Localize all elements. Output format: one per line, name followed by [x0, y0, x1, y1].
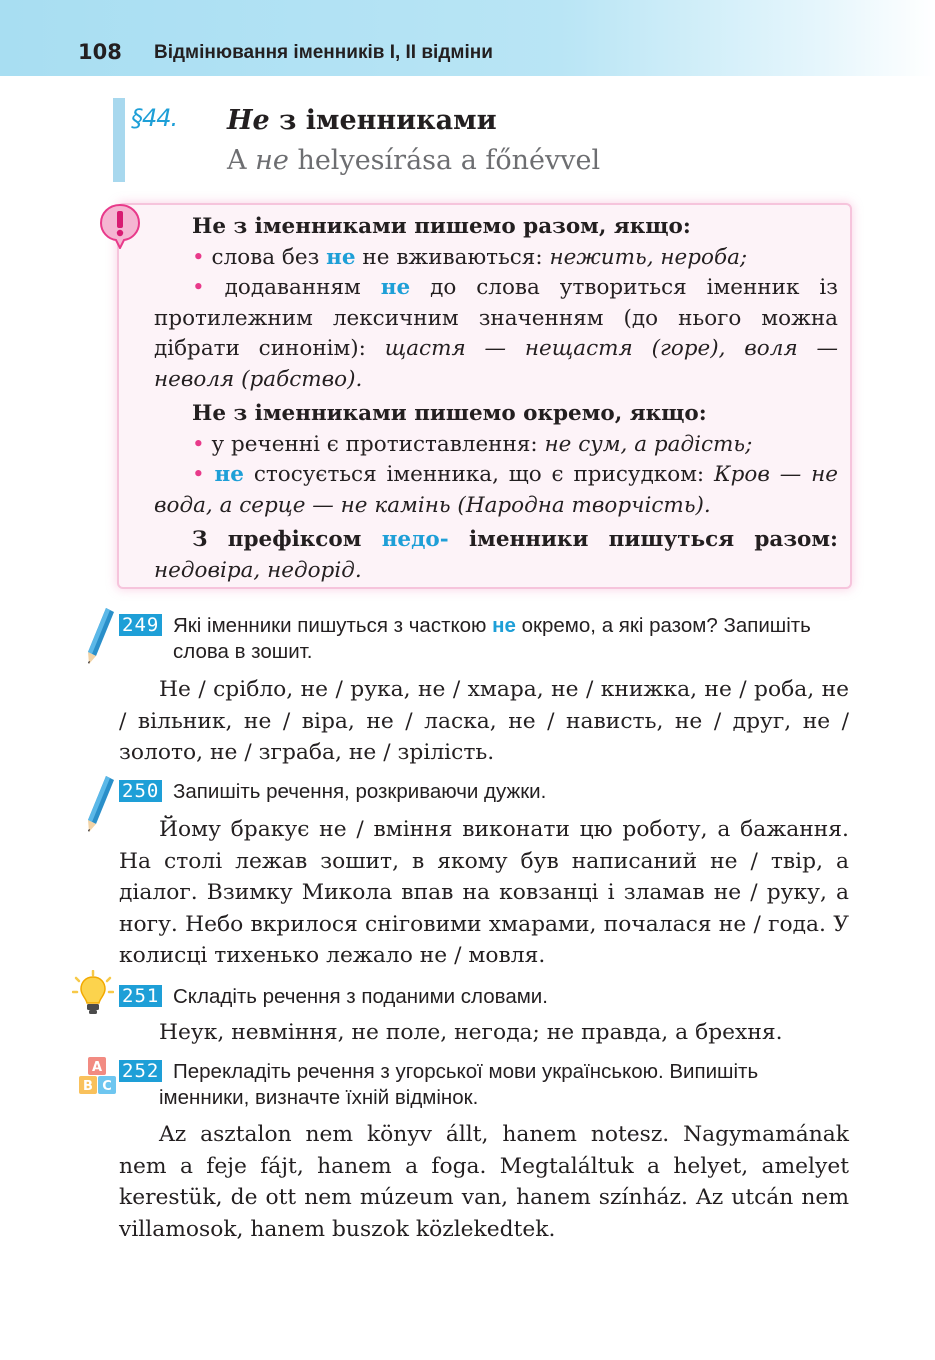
rule-prefix: З префіксом недо- іменники пишуться разом: недовіра, недорід.	[154, 527, 838, 583]
section-subtitle	[227, 143, 600, 179]
exercise-task: Перекладіть речення з угорської мови українською. Випишіть іменники, визначте їхній відмінок.	[159, 1060, 759, 1109]
exercise-body: Неук, невміння, не поле, негода; не правда, а брехня.	[159, 1020, 783, 1045]
section-title	[227, 103, 497, 139]
exercise-number: 250	[119, 780, 162, 802]
section-number: §44.	[131, 104, 178, 132]
pencil-icon	[84, 774, 116, 834]
rule-text	[154, 212, 838, 586]
exercise-task: Які іменники пишуться з часткою не окремо, а які разом? Запишіть слова в зошит.	[173, 614, 811, 663]
rule-item: • у реченні є протиставлення: не сум, а радість;	[192, 431, 753, 457]
abc-blocks-icon	[78, 1056, 118, 1096]
subtitle-a: A	[227, 145, 256, 176]
running-title: Відмінювання іменників I, II відміни	[154, 42, 493, 63]
exercise-task: Запишіть речення, розкриваючи дужки.	[173, 780, 547, 803]
rule-item: • не стосується іменника, що є присудком: Кров — не вода, а серце — не камінь (Народна творчість).	[154, 462, 838, 518]
subtitle-italic: не	[255, 145, 289, 176]
exercise-number: 252	[119, 1060, 162, 1082]
rule-heading-together: Не з іменниками пишемо разом, якщо:	[192, 214, 691, 239]
section-title-rest: з іменниками	[269, 105, 497, 136]
exercise-task: Складіть речення з поданими словами.	[173, 985, 548, 1008]
section-bar	[113, 98, 125, 182]
rule-item: • додаванням не до слова утвориться іменник із протилежним лексичним значенням (до нього можна дібрати синонім): щастя — нещастя (горе), воля — неволя (рабство).	[154, 275, 838, 392]
rule-item: • слова без не не вживаються: нежить, нероба;	[192, 244, 748, 270]
pencil-icon	[84, 606, 116, 666]
page-header	[0, 0, 935, 76]
subtitle-rest: helyesírása a főnévvel	[288, 145, 601, 176]
exercise-body: Йому бракує не / вміння виконати цю роботу, а бажання. На столі лежав зошит, в якому був написаний не / твір, а діалог. Взимку Микола впав на ковзанці і зламав не / руку, а ногу. Небо вкрилося сніговими хмарами, почалася не / года. У колисці тихенько лежало не / мовля.	[119, 817, 849, 968]
exercise-number: 249	[119, 614, 162, 636]
exercise-number: 251	[119, 985, 162, 1007]
exclamation-icon	[99, 203, 141, 249]
page-number: 108	[78, 40, 122, 64]
svg-text:C: C	[102, 1079, 112, 1094]
lightbulb-icon	[72, 970, 114, 1016]
svg-text:B: B	[83, 1079, 93, 1094]
svg-text:A: A	[91, 1060, 103, 1075]
exercise-body: Не / срібло, не / рука, не / хмара, не / книжка, не / роба, не / вільник, не / віра, не / ласка, не / нависть, не / друг, не / золото, не / зграба, не / зрілість.	[119, 677, 849, 765]
exercise-body: Az asztalon nem könyv állt, hanem notesz. Nagymamának nem a feje fájt, hanem a foga. Megtaláltuk a helyet, amelyet kerestük, de ott nem múzeum van, hanem színház. Az utcán nem villamosok, hanem buszok közlekedtek.	[119, 1122, 849, 1242]
rule-heading-separate: Не з іменниками пишемо окремо, якщо:	[192, 401, 707, 426]
section-title-italic: Не	[227, 105, 270, 136]
